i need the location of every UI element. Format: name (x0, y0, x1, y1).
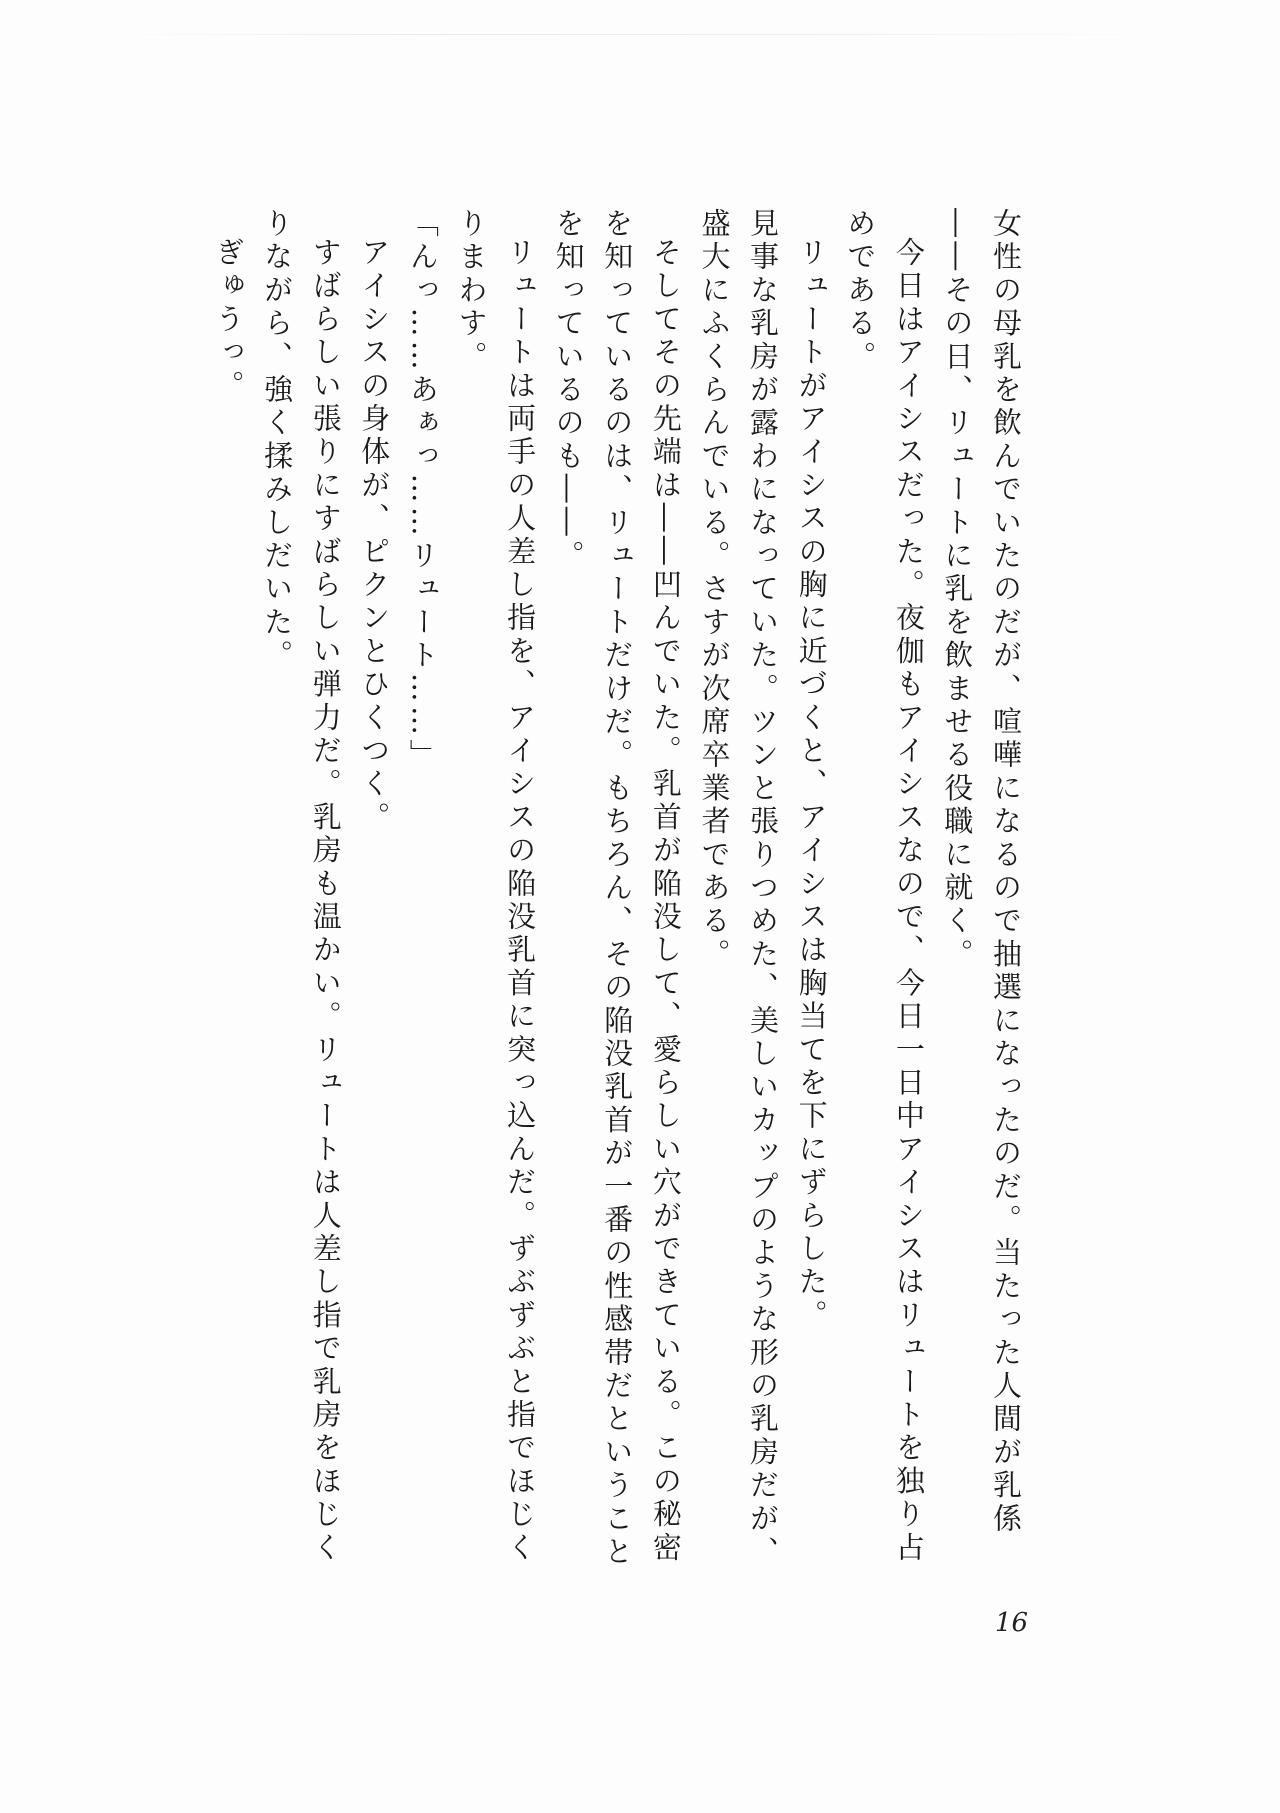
paragraph: 女性の母乳を飲んでいたのだが、喧嘩になるので抽選になったのだ。当たった人間が乳係 (989, 208, 1023, 1536)
dialogue-line: 「んっ……あぁっ……リュート……」 (405, 208, 440, 773)
paragraph: ぎゅうっ。 (211, 237, 246, 403)
paragraph: リュートがアイシスの胸に近づくと、アイシスは胸当てを下にずらした。 (794, 237, 829, 1333)
vertical-body-text (204, 208, 1030, 1598)
paragraph: ――その日、リュートに乳を飲ませる役職に就く。 (940, 208, 975, 972)
paragraph: リュートは両手の人差し指を、アイシスの陥没乳首に突っ込んだ。ずぶずぶと指でほじくりまわす。 (454, 208, 538, 1565)
paragraph: 見事な乳房が露わになっていた。ツンと張りつめた、美しいカップのような形の乳房だが、盛大にふくらんでいる。さすが次席卒業者である。 (697, 208, 781, 1570)
scan-edge-line (100, 34, 1180, 35)
paragraph: すばらしい張りにすばらしい弾力だ。乳房も温かい。リュートは人差し指で乳房をほじくりながら、強く揉みしだいた。 (260, 208, 343, 1565)
paragraph: アイシスの身体が、ピクンとひくつく。 (357, 237, 392, 835)
page-number: 16 (995, 1608, 1029, 1638)
paragraph: そしてその先端は――凹んでいた。乳首が陥没して、愛らしい穴ができている。この秘密を知っているのは、リュートだけだ。もちろん、その陥没乳首が一番の性感帯だということを知っているのも――。 (551, 208, 683, 1570)
paragraph: 今日はアイシスだった。夜伽もアイシスなので、今日一日中アイシスはリュートを独り占めである。 (843, 208, 926, 1565)
